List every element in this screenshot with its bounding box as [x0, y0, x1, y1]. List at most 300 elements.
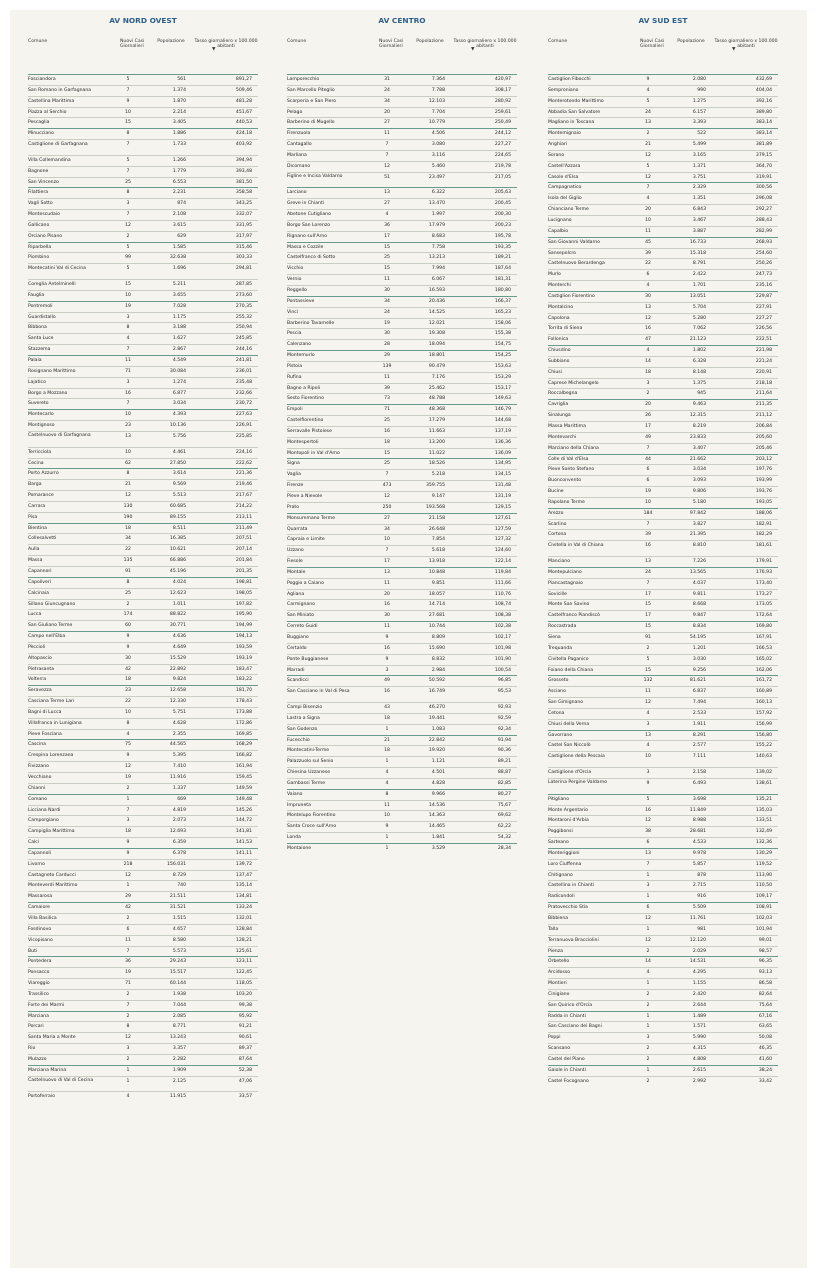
- cell-nuovi-casi: 49: [645, 434, 651, 440]
- cell-comune: Lastra a Signa: [287, 715, 320, 721]
- cell-popolazione: 1.779: [172, 168, 186, 174]
- cell-comune: Subbiano: [548, 358, 570, 364]
- cell-popolazione: 23.497: [428, 174, 445, 180]
- cell-tasso: 75,67: [497, 802, 511, 808]
- cell-popolazione: 9.147: [431, 494, 445, 500]
- cell-tasso: 128,84: [235, 926, 252, 932]
- cell-popolazione: 5.180: [692, 499, 706, 505]
- cell-popolazione: 4.315: [692, 1046, 706, 1052]
- cell-tasso: 205,46: [755, 445, 772, 451]
- cell-popolazione: 19.441: [428, 715, 445, 721]
- cell-comune: Massa: [28, 558, 43, 564]
- cell-comune: Borgo a Mozzano: [28, 390, 68, 396]
- cell-tasso: 146,79: [494, 407, 511, 413]
- cell-nuovi-casi: 174: [123, 612, 133, 618]
- cell-nuovi-casi: 9: [126, 753, 130, 759]
- cell-nuovi-casi: 42: [125, 905, 131, 911]
- table-row: [287, 350, 517, 361]
- table-row: [287, 139, 517, 150]
- cell-popolazione: 13.243: [169, 1035, 186, 1041]
- cell-comune: Castel del Piano: [548, 1056, 585, 1062]
- cell-nuovi-casi: 11: [384, 277, 390, 283]
- table-row: [28, 355, 258, 366]
- cell-tasso: 108,91: [755, 905, 772, 911]
- table-row: [28, 322, 258, 333]
- cell-tasso: 254,60: [755, 250, 772, 256]
- table-row: [28, 609, 258, 620]
- table-row: [28, 1076, 258, 1092]
- cell-comune: Licciana Nardi: [28, 807, 61, 813]
- cell-popolazione: 14.714: [428, 602, 445, 608]
- table-row: [28, 631, 258, 642]
- cell-nuovi-casi: 13: [645, 304, 651, 310]
- cell-tasso: 187,64: [494, 266, 511, 272]
- cell-popolazione: 19.308: [428, 331, 445, 337]
- cell-nuovi-casi: 7: [646, 521, 650, 527]
- header-popolazione: Popolazione: [677, 39, 705, 44]
- cell-comune: Monsummano Terme: [287, 515, 335, 521]
- cell-popolazione: 2.715: [692, 883, 706, 889]
- table-row: [287, 621, 517, 632]
- table-row: [287, 491, 517, 502]
- cell-tasso: 227,91: [755, 304, 772, 310]
- cell-comune: Castiglione di Garfagnana: [28, 141, 88, 147]
- cell-comune: Cascina: [28, 742, 46, 748]
- cell-comune: Abetone Cutigliano: [287, 212, 331, 218]
- cell-comune: Prato: [287, 504, 300, 510]
- cell-popolazione: 13.565: [689, 569, 706, 575]
- cell-nuovi-casi: 16: [384, 428, 390, 434]
- cell-tasso: 197,76: [755, 467, 772, 473]
- cell-comune: Villa Collemandina: [28, 157, 71, 163]
- table-row: [548, 1065, 778, 1076]
- cell-comune: Semproniano: [548, 87, 579, 93]
- table-row: [28, 685, 258, 696]
- cell-tasso: 168,29: [235, 742, 252, 748]
- cell-comune: Gaiole in Chianti: [548, 1067, 586, 1073]
- cell-popolazione: 13.918: [428, 559, 445, 565]
- cell-popolazione: 90.479: [428, 363, 445, 369]
- cell-comune: Londa: [287, 835, 301, 841]
- cell-nuovi-casi: 11: [125, 937, 131, 943]
- cell-tasso: 158,06: [494, 320, 511, 326]
- table-row: [28, 555, 258, 566]
- cell-tasso: 221,36: [235, 471, 252, 477]
- cell-nuovi-casi: 1: [126, 1067, 130, 1073]
- cell-tasso: 394,94: [235, 157, 252, 163]
- cell-popolazione: 3.614: [172, 471, 186, 477]
- header-nuovi-casi: Nuovi Casi Giornalieri: [379, 39, 404, 50]
- cell-comune: Montemignaio: [548, 131, 581, 137]
- cell-tasso: 95,53: [497, 689, 511, 695]
- cell-popolazione: 6.378: [172, 850, 186, 856]
- cell-nuovi-casi: 1: [385, 759, 389, 765]
- cell-tasso: 154,75: [494, 342, 511, 348]
- table-row: [28, 1000, 258, 1011]
- cell-popolazione: 60.144: [169, 981, 186, 987]
- cell-popolazione: 4.657: [172, 926, 186, 932]
- cell-nuovi-casi: 13: [125, 433, 131, 439]
- table-row: [287, 307, 517, 318]
- table-row: [548, 410, 778, 421]
- cell-comune: Castiglione della Pescaia: [548, 753, 605, 759]
- cell-popolazione: 669: [177, 796, 186, 802]
- cell-tasso: 63,65: [758, 1024, 772, 1030]
- cell-tasso: 213,11: [235, 514, 252, 520]
- cell-popolazione: 8.668: [692, 602, 706, 608]
- cell-nuovi-casi: 10: [645, 499, 651, 505]
- cell-comune: Scarperia e San Piero: [287, 98, 337, 104]
- cell-nuovi-casi: 27: [384, 120, 390, 126]
- table-row: [287, 654, 517, 665]
- table-row: [287, 458, 517, 469]
- table-row: [548, 665, 778, 676]
- cell-tasso: 481,28: [235, 98, 252, 104]
- cell-popolazione: 2.125: [172, 1078, 186, 1084]
- cell-tasso: 227,27: [494, 142, 511, 148]
- cell-comune: Montaione: [287, 845, 312, 851]
- cell-popolazione: 4.649: [172, 644, 186, 650]
- cell-popolazione: 26.648: [428, 526, 445, 532]
- cell-comune: Reggello: [287, 287, 307, 293]
- table-row: [287, 832, 517, 843]
- table-row: [548, 172, 778, 183]
- cell-comune: Pomarance: [28, 493, 54, 499]
- cell-comune: Pelago: [287, 109, 303, 115]
- table-row: [287, 599, 517, 610]
- cell-comune: Chianciano Terme: [548, 207, 589, 213]
- cell-tasso: 153,63: [494, 363, 511, 369]
- cell-nuovi-casi: 10: [645, 217, 651, 223]
- cell-nuovi-casi: 39: [384, 385, 390, 391]
- table-row: [287, 724, 517, 735]
- table-row: [548, 96, 778, 107]
- cell-tasso: 144,72: [235, 818, 252, 824]
- cell-tasso: 130,29: [755, 850, 772, 856]
- cell-popolazione: 54.195: [689, 634, 706, 640]
- cell-comune: Carrara: [28, 503, 46, 509]
- cell-popolazione: 8.580: [172, 937, 186, 943]
- table-row: [28, 139, 258, 155]
- cell-comune: Castelfranco Piandiscò: [548, 613, 600, 619]
- cell-popolazione: 10.136: [169, 423, 186, 429]
- table-row: [548, 475, 778, 486]
- cell-comune: Forte dei Marmi: [28, 1002, 65, 1008]
- table-row: [548, 621, 778, 632]
- cell-comune: Scansano: [548, 1046, 571, 1052]
- cell-nuovi-casi: 7: [385, 142, 389, 148]
- table-row: [28, 750, 258, 761]
- table-row: [287, 789, 517, 800]
- cell-popolazione: 3.357: [172, 1046, 186, 1052]
- cell-nuovi-casi: 26: [645, 413, 651, 419]
- cell-nuovi-casi: 8: [126, 471, 130, 477]
- cell-nuovi-casi: 7: [126, 212, 130, 218]
- cell-tasso: 28,34: [497, 845, 511, 851]
- cell-tasso: 166,82: [235, 753, 252, 759]
- cell-nuovi-casi: 15: [384, 266, 390, 272]
- cell-popolazione: 3.529: [431, 845, 445, 851]
- table-row: [28, 729, 258, 740]
- cell-tasso: 124,60: [494, 548, 511, 554]
- cell-tasso: 160,89: [755, 689, 772, 695]
- table-row: [28, 599, 258, 610]
- cell-comune: Pèccioli: [28, 644, 46, 650]
- cell-popolazione: 12.330: [169, 699, 186, 705]
- header-nuovi-casi: Nuovi Casi Giornalieri: [640, 39, 665, 50]
- cell-nuovi-casi: 1: [385, 726, 389, 732]
- cell-popolazione: 3.467: [692, 217, 706, 223]
- cell-popolazione: 8.791: [692, 261, 706, 267]
- cell-tasso: 222,51: [755, 337, 772, 343]
- cell-popolazione: 3.093: [692, 478, 706, 484]
- cell-comune: Chiesina Uzzanese: [287, 770, 331, 776]
- cell-nuovi-casi: 4: [385, 780, 389, 786]
- table-row: [287, 778, 517, 789]
- cell-popolazione: 22.842: [428, 737, 445, 743]
- table-row: [287, 665, 517, 676]
- cell-nuovi-casi: 132: [643, 678, 653, 684]
- cell-tasso: 160,13: [755, 700, 772, 706]
- cell-nuovi-casi: 28: [384, 342, 390, 348]
- cell-tasso: 176,93: [755, 569, 772, 575]
- table-row: [548, 226, 778, 237]
- cell-tasso: 193,76: [755, 489, 772, 495]
- cell-popolazione: 156.031: [167, 861, 186, 867]
- cell-comune: Bagno a Ripoli: [287, 385, 321, 391]
- cell-nuovi-casi: 24: [645, 569, 651, 575]
- cell-nuovi-casi: 10: [125, 412, 131, 418]
- cell-nuovi-casi: 14: [645, 959, 651, 965]
- cell-nuovi-casi: 9: [126, 634, 130, 640]
- cell-tasso: 221,98: [755, 348, 772, 354]
- cell-comune: Manciano: [548, 559, 571, 565]
- table-row: [548, 1054, 778, 1065]
- cell-tasso: 101,90: [494, 656, 511, 662]
- cell-popolazione: 2.158: [692, 770, 706, 776]
- cell-nuovi-casi: 39: [645, 250, 651, 256]
- cell-popolazione: 8.219: [692, 424, 706, 429]
- cell-tasso: 108,38: [494, 613, 511, 619]
- cell-nuovi-casi: 16: [125, 390, 131, 396]
- cell-popolazione: 2.867: [172, 347, 186, 353]
- cell-comune: San Miniato: [287, 613, 314, 619]
- table-row: [28, 1091, 258, 1102]
- cell-tasso: 364,70: [755, 163, 772, 169]
- cell-comune: Monteriggioni: [548, 850, 580, 856]
- cell-popolazione: 18.094: [428, 342, 445, 348]
- cell-nuovi-casi: 4: [126, 336, 130, 342]
- table-row: [28, 664, 258, 675]
- cell-nuovi-casi: 2: [646, 645, 650, 651]
- cell-nuovi-casi: 7: [126, 807, 130, 813]
- table-row: [548, 204, 778, 215]
- cell-nuovi-casi: 1: [646, 1024, 650, 1030]
- table-row: [28, 263, 258, 279]
- cell-popolazione: 97.842: [689, 510, 706, 516]
- cell-nuovi-casi: 9: [126, 98, 130, 104]
- cell-popolazione: 874: [177, 201, 186, 207]
- cell-nuovi-casi: 12: [645, 700, 651, 706]
- cell-comune: Sesto Fiorentino: [287, 396, 324, 402]
- cell-comune: Castel San Niccolò: [548, 743, 591, 749]
- cell-comune: Volterra: [28, 677, 47, 683]
- table-row: [287, 735, 517, 746]
- cell-tasso: 317,97: [235, 233, 252, 239]
- table-row: [287, 567, 517, 578]
- cell-comune: Agliana: [287, 591, 305, 597]
- cell-nuovi-casi: 5: [126, 244, 130, 250]
- cell-popolazione: 1.371: [692, 163, 706, 169]
- cell-tasso: 273,60: [235, 292, 252, 298]
- cell-comune: Casciana Terme Lari: [28, 699, 75, 705]
- cell-tasso: 125,61: [235, 948, 252, 954]
- cell-comune: Castelnuovo Berardenga: [548, 261, 605, 267]
- cell-tasso: 89,21: [497, 759, 511, 765]
- cell-popolazione: 8.809: [431, 634, 445, 640]
- cell-tasso: 96,85: [497, 678, 511, 684]
- cell-popolazione: 17.979: [428, 222, 445, 228]
- cell-nuovi-casi: 12: [645, 915, 651, 921]
- cell-nuovi-casi: 473: [382, 483, 392, 489]
- cell-tasso: 220,91: [755, 369, 772, 375]
- cell-nuovi-casi: 11: [384, 802, 390, 808]
- table-row: [287, 713, 517, 724]
- cell-popolazione: 22.892: [169, 666, 186, 672]
- cell-tasso: 292,27: [755, 207, 772, 213]
- cell-nuovi-casi: 12: [645, 315, 651, 321]
- cell-tasso: 288,43: [755, 217, 772, 223]
- table-row: [28, 566, 258, 577]
- cell-nuovi-casi: 11: [384, 624, 390, 630]
- header-comune: Comune: [548, 39, 568, 44]
- cell-nuovi-casi: 19: [125, 303, 131, 309]
- cell-popolazione: 16.749: [428, 689, 445, 695]
- cell-comune: Montelupo Fiorentino: [287, 813, 336, 819]
- cell-comune: Trequanda: [548, 645, 573, 651]
- cell-tasso: 294,81: [235, 266, 252, 272]
- cell-tasso: 383,14: [755, 131, 772, 137]
- cell-popolazione: 16.733: [689, 239, 706, 245]
- cell-tasso: 110,76: [494, 591, 511, 597]
- table-row: [28, 166, 258, 177]
- cell-popolazione: 5.280: [692, 315, 706, 321]
- table-row: [287, 263, 517, 274]
- table-row: [548, 805, 778, 816]
- cell-comune: Chiusi della Verna: [548, 721, 590, 727]
- cell-popolazione: 9.978: [692, 850, 706, 856]
- cell-tasso: 308,17: [494, 87, 511, 93]
- table-row: [548, 74, 778, 85]
- cell-comune: Chitignano: [548, 872, 573, 878]
- cell-nuovi-casi: 130: [123, 503, 133, 509]
- cell-popolazione: 14.525: [428, 309, 445, 315]
- table-row: [287, 810, 517, 821]
- cell-tasso: 226,91: [235, 423, 252, 429]
- cell-comune: Villafranca in Lunigiana: [28, 720, 82, 726]
- cell-tasso: 193,19: [235, 655, 252, 661]
- cell-popolazione: 1.266: [172, 157, 186, 163]
- cell-nuovi-casi: 1: [126, 796, 130, 802]
- cell-popolazione: 561: [177, 77, 186, 82]
- cell-tasso: 241,81: [235, 358, 252, 363]
- cell-nuovi-casi: 15: [645, 667, 651, 673]
- cell-popolazione: 1.701: [692, 283, 706, 289]
- cell-comune: Cantagallo: [287, 142, 312, 148]
- cell-tasso: 108,74: [494, 602, 511, 608]
- cell-comune: Chiusdino: [548, 348, 571, 354]
- cell-tasso: 169,80: [755, 624, 772, 630]
- cell-nuovi-casi: 10: [125, 109, 131, 115]
- cell-popolazione: 4.295: [692, 970, 706, 976]
- cell-popolazione: 5.756: [172, 433, 186, 439]
- cell-comune: Capoliveri: [28, 579, 52, 585]
- cell-popolazione: 1.489: [692, 1013, 706, 1019]
- cell-nuovi-casi: 6: [646, 905, 650, 911]
- cell-tasso: 135,14: [235, 883, 252, 889]
- cell-tasso: 211,49: [235, 525, 252, 531]
- table-row: [548, 388, 778, 399]
- cell-nuovi-casi: 8: [126, 325, 130, 331]
- cell-comune: Sarteano: [548, 840, 569, 846]
- cell-tasso: 149,63: [494, 396, 511, 402]
- cell-popolazione: 2.644: [692, 1002, 706, 1008]
- cell-comune: Barberino Tavarnelle: [287, 320, 335, 326]
- cell-nuovi-casi: 7: [385, 152, 389, 158]
- table-row: [548, 280, 778, 291]
- table-row: [28, 761, 258, 772]
- cell-comune: Montignoso: [28, 423, 55, 429]
- table-row: [28, 978, 258, 989]
- cell-comune: Orbetello: [548, 959, 570, 965]
- table-row: [28, 220, 258, 231]
- cell-nuovi-casi: 22: [125, 699, 131, 705]
- cell-nuovi-casi: 4: [385, 770, 389, 776]
- cell-tasso: 157,92: [755, 710, 772, 716]
- table-row: [28, 479, 258, 490]
- cell-popolazione: 522: [697, 131, 706, 137]
- cell-popolazione: 45.196: [169, 568, 186, 574]
- cell-popolazione: 2.214: [172, 109, 186, 115]
- cell-nuovi-casi: 5: [646, 98, 650, 104]
- table-row: [548, 85, 778, 96]
- cell-comune: Portoferraio: [28, 1094, 55, 1100]
- table-row: [28, 117, 258, 128]
- cell-popolazione: 15.318: [689, 250, 706, 256]
- cell-tasso: 113,90: [755, 872, 772, 878]
- table-row: [287, 415, 517, 426]
- cell-popolazione: 27.681: [428, 613, 445, 619]
- cell-tasso: 403,92: [235, 142, 252, 148]
- cell-comune: Poggibonsi: [548, 829, 573, 835]
- cell-tasso: 181,70: [235, 688, 252, 694]
- cell-nuovi-casi: 17: [645, 424, 651, 429]
- table-row: [28, 501, 258, 512]
- cell-popolazione: 1.274: [172, 379, 186, 385]
- cell-comune: Gambassi Terme: [287, 780, 326, 786]
- table-row: [28, 85, 258, 96]
- cell-tasso: 82,64: [758, 991, 772, 997]
- cell-tasso: 136,36: [494, 439, 511, 445]
- cell-nuovi-casi: 17: [645, 591, 651, 597]
- cell-comune: Barga: [28, 482, 42, 488]
- cell-nuovi-casi: 71: [125, 368, 131, 374]
- cell-tasso: 178,43: [235, 699, 252, 705]
- cell-tasso: 133,51: [755, 818, 772, 824]
- cell-comune: Pietrasanta: [28, 666, 55, 672]
- cell-popolazione: 10.621: [169, 547, 186, 553]
- cell-popolazione: 10.779: [428, 120, 445, 126]
